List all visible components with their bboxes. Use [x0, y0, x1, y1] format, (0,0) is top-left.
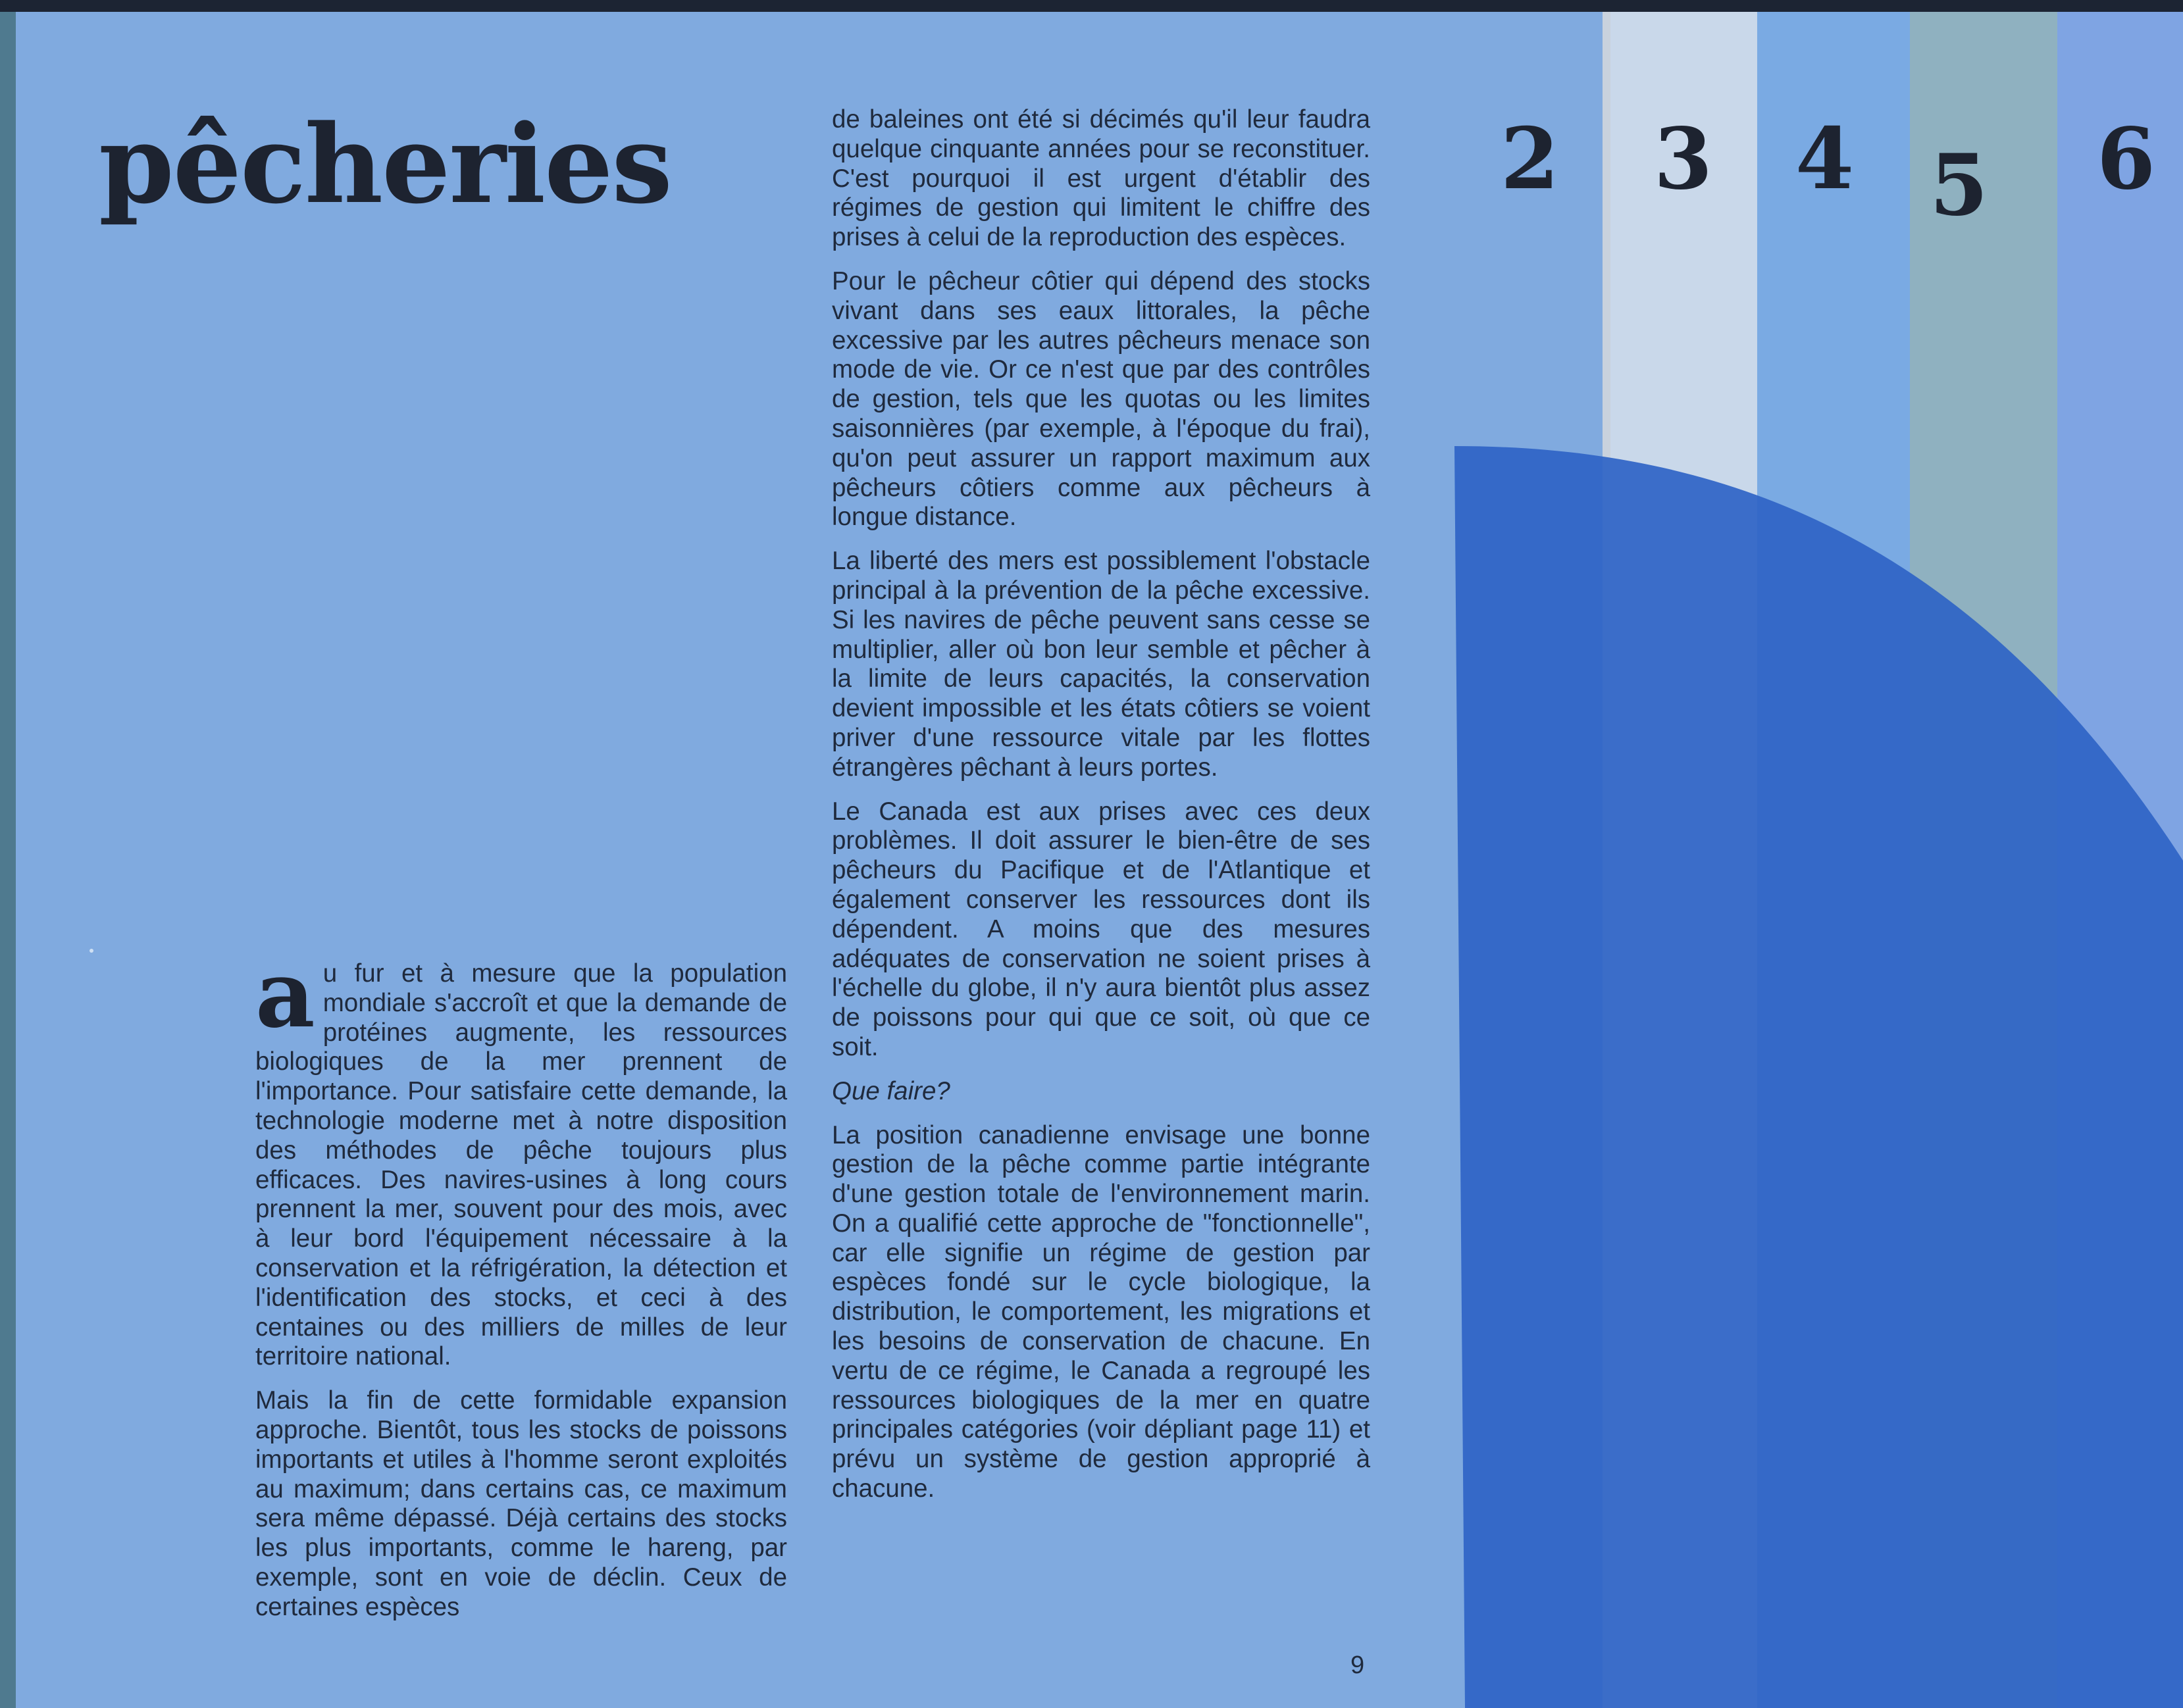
drop-cap: a: [255, 941, 315, 1049]
tab-number-4: 4: [1795, 110, 1855, 209]
page-title: pêcheries: [99, 101, 671, 228]
right-paragraph-1: de baleines ont été si décimés qu'il leur faudra quelque cinquante années pour se reconstituer. C'est pourquoi il est urgent d'établir des régimes de gestion qui limitent le chiffre des prises à celui de la reproduction des espèces.: [832, 105, 1370, 252]
tab-number-6: 6: [2097, 110, 2156, 209]
section-subheading: Que faire?: [832, 1076, 950, 1105]
right-paragraph-4: Le Canada est aux prises avec ces deux problèmes. Il doit assurer le bien-être de ses pêcheurs du Pacifique et de l'Atlantique et également conserver les ressources dont ils dépendent. A moins que des mesures adéquates de conservation ne soient prises à l'échelle du globe, il n'y aura bientôt plus assez de poissons pour qui que ce soit, où que ce soit.: [832, 797, 1370, 1061]
right-column: [832, 105, 1370, 1519]
right-paragraph-2: Pour le pêcheur côtier qui dépend des stocks vivant dans ses eaux littorales, la pêche excessive par les autres pêcheurs menace son mode de vie. Or ce n'est que par des contrôles de gestion, tels que les quotas ou les limites saisonnières (par exemple, à l'époque du frai), qu'on peut assurer un rapport maximum aux pêcheurs côtiers comme aux pêcheurs à longue distance.: [832, 266, 1370, 532]
right-paragraph-3: La liberté des mers est possiblement l'obstacle principal à la prévention de la pêche excessive. Si les navires de pêche peuvent sans cesse se multiplier, aller où bon leur semble et pêcher à la limite de leurs capacités, la conservation devient impossible et les états côtiers se voient priver d'une ressource vitale par les flottes étrangères pêchant à leurs portes.: [832, 547, 1370, 782]
left-column: [255, 941, 787, 1637]
left-paragraph-2: Mais la fin de cette formidable expansion approche. Bientôt, tous les stocks de poissons importants et utiles à l'homme seront exploités au maximum; dans certains cas, ce maximum sera même dépassé. Déjà certains des stocks les plus importants, comme le hareng, par exemple, sont en voie de déclin. Ceux de certaines espèces: [255, 1386, 787, 1621]
intro-paragraph: [255, 941, 787, 1372]
brochure-spread: [0, 12, 2183, 1708]
intro-paragraph-text: u fur et à mesure que la population mondiale s'accroît et que la demande de protéines augmente, les ressources biologiques de la mer prennent de l'importance. Pour satisfaire cette demande, la technologie moderne met à notre disposition des méthodes de pêche toujours plus efficaces. Des navires-usines à long cours prennent la mer, souvent pour des mois, avec à leur bord l'équipement nécessaire à la conservation et la réfrigération, la détection et l'identification des stocks, et ceci à des centaines ou des milliers de milles de leur territoire national.: [255, 959, 787, 1371]
tab-number-3: 3: [1654, 110, 1713, 209]
page-number: 9: [1350, 1651, 1365, 1679]
paper-speck: [90, 949, 93, 953]
arc-shape: [1454, 446, 2183, 1708]
right-paragraph-5: La position canadienne envisage une bonne gestion de la pêche comme partie intégrante d'une gestion totale de l'environnement marin. On a qualifié cette approche de "fonctionnelle", car elle signifie un régime de gestion par espèces fondé sur le cycle biologique, la distribution, le comportement, les migrations et les besoins de conservation de chacune. En vertu de ce régime, le Canada a regroupé les ressources biologiques de la mer en quatre principales catégories (voir dépliant page 11) et prévu un système de gestion approprié à chacune.: [832, 1120, 1370, 1503]
tab-number-5: 5: [1930, 136, 1989, 235]
tab-number-2: 2: [1501, 110, 1560, 209]
